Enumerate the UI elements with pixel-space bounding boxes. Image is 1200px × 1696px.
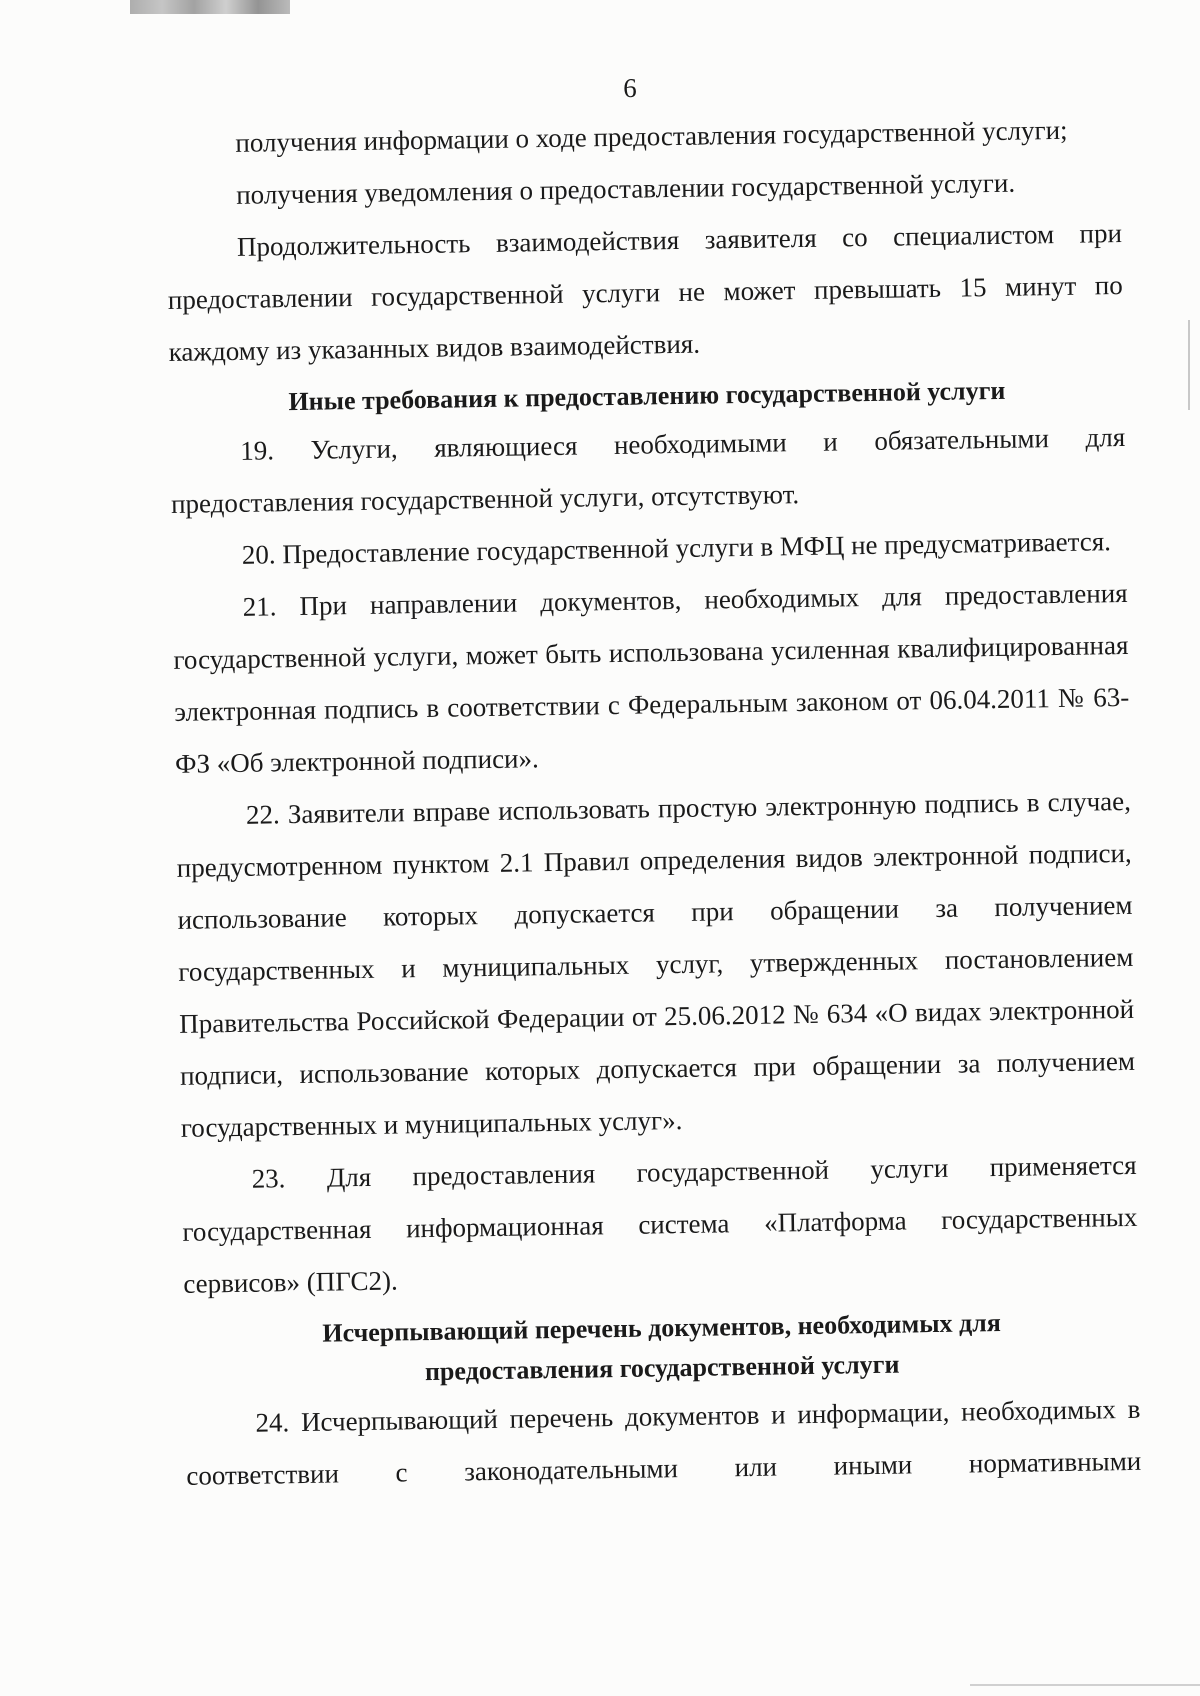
item-22: 22. Заявители вправе использовать простую электронную подпись в случае, предусмотренном пунктом 2.1 Правил определения видов электронной подписи, использование которых допускается при обращении за получением государственных и муниципальных услуг, утвержденных постановлением Правительства Российской Федерации от 25.06.2012 № 634 «О видах электронной подписи, использование которых допускается при обращении за получением государственных и муниципальных услуг». [176, 785, 1136, 1143]
item-21: 21. При направлении документов, необходимых для предоставления государственной услуги, может быть использована усиленная квалифицированная электронная подпись в соответствии с Федеральным законом от 06.04.2011 № 63-ФЗ «Об электронной подписи». [173, 577, 1130, 779]
scan-bottom-mark [970, 1684, 1200, 1686]
heading-line-2: предоставления государственной услуги [424, 1349, 900, 1387]
section-heading-other-requirements: Иные требования к предоставлению государственной услуги [288, 375, 1006, 417]
item-23: 23. Для предоставления государственной услуги применяется государственная информационная система «Платформа государственных сервисов» (ПГС2). [182, 1149, 1138, 1299]
item-20: 20. Предоставление государственной услуги в МФЦ не предусматривается. [241, 526, 1112, 570]
scan-artifact [130, 0, 290, 14]
item-24: 24. Исчерпывающий перечень документов и информации, необходимых в соответствии с законодательными или иными нормативными [186, 1393, 1142, 1491]
heading-line-1: Исчерпывающий перечень документов, необходимых для [322, 1308, 1002, 1348]
document-body [165, 103, 1142, 1502]
paragraph-notification: получения уведомления о предоставлении государственной услуги. [235, 167, 1016, 210]
page-number: 6 [623, 73, 637, 103]
paragraph-info-progress: получения информации о ходе предоставления государственной услуги; [235, 114, 1068, 158]
section-heading-documents-list [184, 1301, 1140, 1396]
scan-edge-mark [1188, 320, 1190, 410]
item-19: 19. Услуги, являющиеся необходимыми и обязательными для предоставления государственной услуги, отсутствуют. [170, 421, 1126, 519]
paragraph-duration: Продолжительность взаимодействия заявителя со специалистом при предоставлении государственной услуги не может превышать 15 минут по каждому из указанных видов взаимодействия. [167, 217, 1123, 367]
